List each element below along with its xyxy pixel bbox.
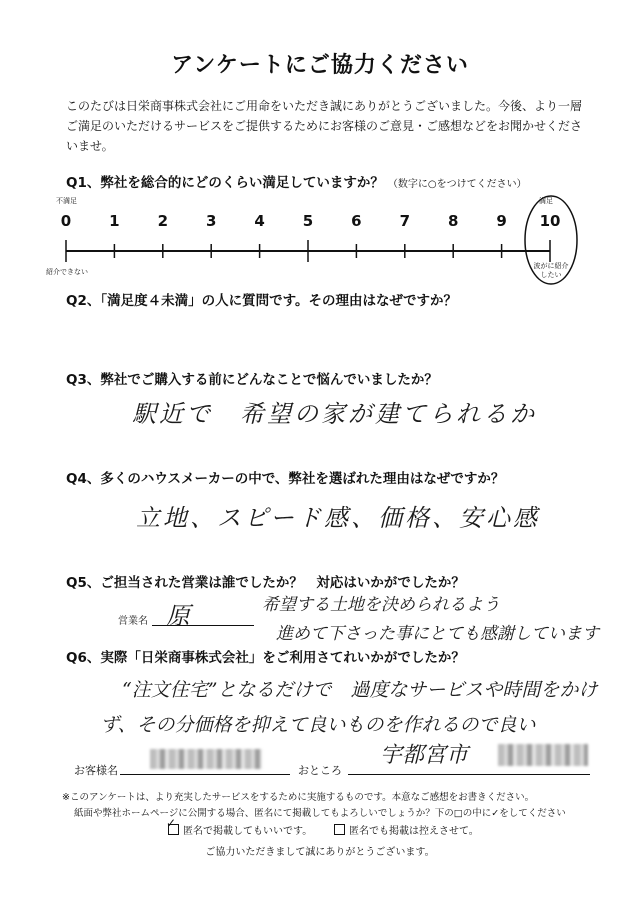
- scale-max-label-bottom: 波がに紹介したい: [533, 262, 569, 279]
- address-redacted: [498, 744, 588, 766]
- q5-answer-line2: 進めて下さった事にとても感謝しています: [276, 624, 599, 644]
- staff-label: 営業名: [118, 616, 148, 627]
- scale-min-label-bottom: 紹介できない: [46, 268, 88, 276]
- customer-name-redacted: [150, 749, 262, 769]
- check-mark-icon: ✓: [166, 816, 177, 830]
- q5-question: Q5、ご担当された営業は誰でしたか？ 対応はいかがでしたか？: [66, 575, 465, 591]
- footer-thanks: ご協力いただきまして誠にありがとうございます。: [205, 847, 435, 858]
- option-decline[interactable]: [334, 822, 479, 837]
- q3-question: Q3、弊社でご購入する前にどんなことで悩んでいましたか？: [66, 372, 438, 388]
- address-underline: [348, 774, 590, 775]
- scale-number-4[interactable]: 4: [254, 212, 265, 230]
- q4-question: Q4、多くのハウスメーカーの中で、弊社を選ばれた理由はなぜですか？: [66, 471, 505, 487]
- checkbox-decline[interactable]: [334, 824, 345, 835]
- scale-number-8[interactable]: 8: [447, 212, 459, 230]
- address-value: 宇都宮市: [380, 743, 469, 768]
- scale-min-label-top: 不満足: [56, 197, 77, 205]
- checkbox-anonymous-ok[interactable]: [166, 816, 179, 835]
- staff-name: 原: [166, 602, 190, 630]
- q1-text: Q1、弊社を総合的にどのくらい満足していますか？: [66, 175, 384, 191]
- scale-number-0[interactable]: 0: [60, 212, 72, 230]
- q6-question: Q6、実際「日栄商事株式会社」をご利用さてれいかがでしたか？: [66, 650, 465, 666]
- scale-number-5[interactable]: 5: [302, 212, 314, 230]
- scale-max-label-top: 満足: [539, 197, 553, 205]
- scale-number-1[interactable]: 1: [109, 212, 120, 230]
- customer-name-underline: [120, 774, 290, 775]
- footer-note-2: 紙面や弊社ホームページに公開する場合、匿名にて掲載してもよろしいでしょうか？下の□の中に✓をしてください: [74, 808, 566, 819]
- option-anonymous-ok[interactable]: [166, 816, 313, 837]
- q5-answer-line1: 希望する土地を決められるよう: [262, 595, 500, 615]
- customer-name-label: お客様名: [74, 764, 118, 777]
- scale-number-9[interactable]: 9: [496, 212, 507, 230]
- option-decline-label: 匿名でも掲載は控えさせて。: [349, 826, 479, 837]
- page-title: アンケートにご協力ください: [171, 53, 469, 78]
- scale-number-10[interactable]: 10: [539, 212, 561, 230]
- q3-answer: 駅近で 希望の家が建てられるか: [132, 400, 537, 428]
- scale-number-3[interactable]: 3: [205, 212, 217, 230]
- scale-number-7[interactable]: 7: [399, 212, 411, 230]
- q4-answer: 立地、スピード感、価格、安心感: [136, 504, 541, 532]
- scale-number-2[interactable]: 2: [157, 212, 169, 230]
- address-label: おところ: [298, 764, 342, 777]
- q6-answer-line2: ず、その分価格を抑えて良いものを作れるので良い: [100, 714, 536, 736]
- q1-note: （数字に○をつけてください）: [387, 179, 527, 190]
- q6-answer-line1: “注文住宅”となるだけで 過度なサービスや時間をかけ: [122, 679, 598, 701]
- intro-text: このたびは日栄商事株式会社にご用命をいただき誠にありがとうございました。今後、より一層ご満足のいただけるサービスをご提供するためにお客様のご意見・ご感想などをお聞かせくださいませ。: [66, 99, 583, 153]
- footer-note-1: ※このアンケートは、より充実したサービスをするために実施するものです。本意なご感想をお書きください。: [62, 792, 535, 803]
- option-anonymous-ok-label: 匿名で掲載してもいいです。: [183, 826, 313, 837]
- q2-question: Q2、「満足度４未満」の人に質問です。その理由はなぜですか？: [66, 293, 458, 309]
- scale-number-6[interactable]: 6: [351, 212, 362, 230]
